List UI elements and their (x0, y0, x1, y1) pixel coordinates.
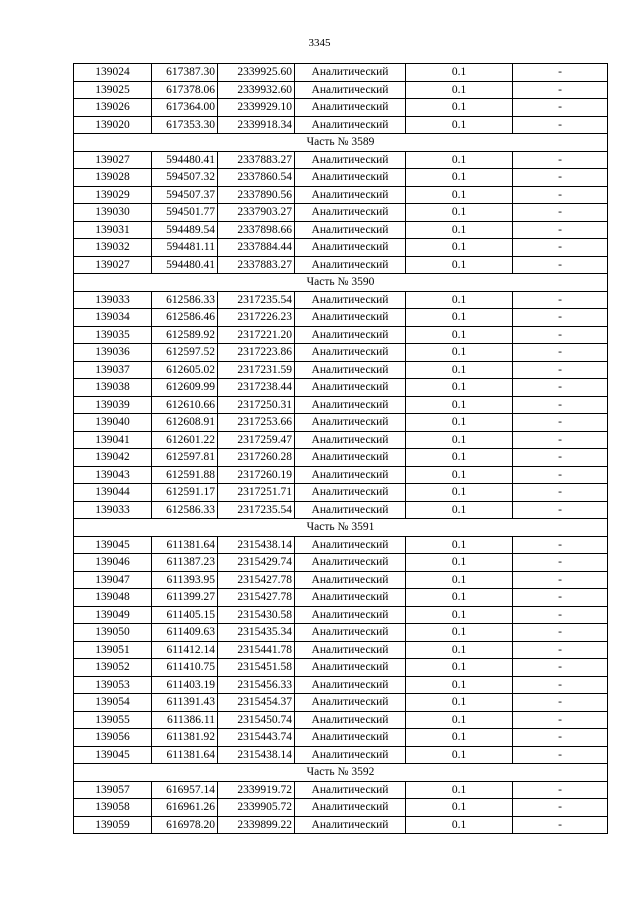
y-coordinate-cell: 2339899.22 (218, 816, 295, 834)
table-row (74, 431, 608, 449)
x-coordinate-cell: 611386.11 (152, 711, 218, 729)
table-row (74, 694, 608, 712)
point-id-cell: 139043 (74, 466, 152, 484)
method-cell: Аналитический (295, 151, 406, 169)
point-id-cell: 139049 (74, 606, 152, 624)
table-row (74, 676, 608, 694)
note-cell: - (513, 641, 608, 659)
method-cell: Аналитический (295, 361, 406, 379)
y-coordinate-cell: 2317260.19 (218, 466, 295, 484)
table-row (74, 291, 608, 309)
point-id-cell: 139033 (74, 291, 152, 309)
y-coordinate-cell: 2337890.56 (218, 186, 295, 204)
point-id-cell: 139046 (74, 554, 152, 572)
accuracy-cell: 0.1 (406, 414, 513, 432)
point-id-cell: 139038 (74, 379, 152, 397)
point-id-cell: 139051 (74, 641, 152, 659)
x-coordinate-cell: 612601.22 (152, 431, 218, 449)
note-cell: - (513, 606, 608, 624)
note-cell: - (513, 204, 608, 222)
accuracy-cell: 0.1 (406, 186, 513, 204)
x-coordinate-cell: 611393.95 (152, 571, 218, 589)
point-id-cell: 139059 (74, 816, 152, 834)
accuracy-cell: 0.1 (406, 81, 513, 99)
x-coordinate-cell: 612586.46 (152, 309, 218, 327)
x-coordinate-cell: 617353.30 (152, 116, 218, 134)
accuracy-cell: 0.1 (406, 204, 513, 222)
point-id-cell: 139056 (74, 729, 152, 747)
x-coordinate-cell: 594489.54 (152, 221, 218, 239)
x-coordinate-cell: 594507.37 (152, 186, 218, 204)
method-cell: Аналитический (295, 729, 406, 747)
point-id-cell: 139034 (74, 309, 152, 327)
x-coordinate-cell: 616978.20 (152, 816, 218, 834)
x-coordinate-cell: 611403.19 (152, 676, 218, 694)
section-header-row (74, 274, 608, 292)
accuracy-cell: 0.1 (406, 816, 513, 834)
point-id-cell: 139027 (74, 151, 152, 169)
point-id-cell: 139024 (74, 64, 152, 82)
method-cell: Аналитический (295, 466, 406, 484)
note-cell: - (513, 379, 608, 397)
point-id-cell: 139058 (74, 799, 152, 817)
x-coordinate-cell: 612591.88 (152, 466, 218, 484)
y-coordinate-cell: 2317221.20 (218, 326, 295, 344)
table-row (74, 99, 608, 117)
table-row (74, 729, 608, 747)
table-row (74, 396, 608, 414)
point-id-cell: 139050 (74, 624, 152, 642)
table-row (74, 186, 608, 204)
method-cell: Аналитический (295, 221, 406, 239)
table-row (74, 589, 608, 607)
method-cell: Аналитический (295, 484, 406, 502)
table-row (74, 256, 608, 274)
note-cell: - (513, 81, 608, 99)
table-row (74, 414, 608, 432)
y-coordinate-cell: 2315438.14 (218, 746, 295, 764)
method-cell: Аналитический (295, 64, 406, 82)
method-cell: Аналитический (295, 746, 406, 764)
method-cell: Аналитический (295, 641, 406, 659)
method-cell: Аналитический (295, 291, 406, 309)
note-cell: - (513, 816, 608, 834)
note-cell: - (513, 746, 608, 764)
y-coordinate-cell: 2315450.74 (218, 711, 295, 729)
method-cell: Аналитический (295, 81, 406, 99)
accuracy-cell: 0.1 (406, 466, 513, 484)
x-coordinate-cell: 594507.32 (152, 169, 218, 187)
note-cell: - (513, 484, 608, 502)
x-coordinate-cell: 611387.23 (152, 554, 218, 572)
y-coordinate-cell: 2315456.33 (218, 676, 295, 694)
note-cell: - (513, 624, 608, 642)
note-cell: - (513, 431, 608, 449)
x-coordinate-cell: 611412.14 (152, 641, 218, 659)
section-title: Часть № 3590 (74, 274, 608, 292)
x-coordinate-cell: 612597.52 (152, 344, 218, 362)
section-title: Часть № 3591 (74, 519, 608, 537)
accuracy-cell: 0.1 (406, 484, 513, 502)
y-coordinate-cell: 2317253.66 (218, 414, 295, 432)
note-cell: - (513, 729, 608, 747)
note-cell: - (513, 694, 608, 712)
page-number: 3345 (308, 37, 331, 49)
accuracy-cell: 0.1 (406, 799, 513, 817)
section-title: Часть № 3589 (74, 134, 608, 152)
accuracy-cell: 0.1 (406, 641, 513, 659)
method-cell: Аналитический (295, 799, 406, 817)
method-cell: Аналитический (295, 116, 406, 134)
y-coordinate-cell: 2317259.47 (218, 431, 295, 449)
method-cell: Аналитический (295, 169, 406, 187)
x-coordinate-cell: 611410.75 (152, 659, 218, 677)
note-cell: - (513, 501, 608, 519)
method-cell: Аналитический (295, 309, 406, 327)
y-coordinate-cell: 2337903.27 (218, 204, 295, 222)
table-row (74, 746, 608, 764)
method-cell: Аналитический (295, 204, 406, 222)
point-id-cell: 139045 (74, 746, 152, 764)
section-header-row (74, 519, 608, 537)
x-coordinate-cell: 611381.64 (152, 536, 218, 554)
method-cell: Аналитический (295, 711, 406, 729)
method-cell: Аналитический (295, 536, 406, 554)
note-cell: - (513, 449, 608, 467)
x-coordinate-cell: 616957.14 (152, 781, 218, 799)
x-coordinate-cell: 611405.15 (152, 606, 218, 624)
accuracy-cell: 0.1 (406, 99, 513, 117)
note-cell: - (513, 361, 608, 379)
accuracy-cell: 0.1 (406, 659, 513, 677)
accuracy-cell: 0.1 (406, 396, 513, 414)
accuracy-cell: 0.1 (406, 64, 513, 82)
accuracy-cell: 0.1 (406, 431, 513, 449)
note-cell: - (513, 554, 608, 572)
note-cell: - (513, 344, 608, 362)
y-coordinate-cell: 2337883.27 (218, 256, 295, 274)
table-row (74, 116, 608, 134)
accuracy-cell: 0.1 (406, 239, 513, 257)
note-cell: - (513, 309, 608, 327)
table-row (74, 169, 608, 187)
method-cell: Аналитический (295, 659, 406, 677)
table-row (74, 781, 608, 799)
table-row (74, 484, 608, 502)
y-coordinate-cell: 2317226.23 (218, 309, 295, 327)
y-coordinate-cell: 2337884.44 (218, 239, 295, 257)
note-cell: - (513, 64, 608, 82)
table-row (74, 799, 608, 817)
point-id-cell: 139020 (74, 116, 152, 134)
note-cell: - (513, 781, 608, 799)
point-id-cell: 139044 (74, 484, 152, 502)
note-cell: - (513, 676, 608, 694)
accuracy-cell: 0.1 (406, 256, 513, 274)
x-coordinate-cell: 612605.02 (152, 361, 218, 379)
method-cell: Аналитический (295, 326, 406, 344)
y-coordinate-cell: 2317223.86 (218, 344, 295, 362)
method-cell: Аналитический (295, 501, 406, 519)
accuracy-cell: 0.1 (406, 676, 513, 694)
table-row (74, 624, 608, 642)
x-coordinate-cell: 594481.11 (152, 239, 218, 257)
point-id-cell: 139032 (74, 239, 152, 257)
y-coordinate-cell: 2315441.78 (218, 641, 295, 659)
accuracy-cell: 0.1 (406, 554, 513, 572)
note-cell: - (513, 414, 608, 432)
accuracy-cell: 0.1 (406, 729, 513, 747)
note-cell: - (513, 711, 608, 729)
point-id-cell: 139047 (74, 571, 152, 589)
y-coordinate-cell: 2315454.37 (218, 694, 295, 712)
table-row (74, 641, 608, 659)
table-row (74, 204, 608, 222)
point-id-cell: 139045 (74, 536, 152, 554)
table-row (74, 344, 608, 362)
accuracy-cell: 0.1 (406, 624, 513, 642)
y-coordinate-cell: 2317238.44 (218, 379, 295, 397)
x-coordinate-cell: 594501.77 (152, 204, 218, 222)
point-id-cell: 139042 (74, 449, 152, 467)
accuracy-cell: 0.1 (406, 344, 513, 362)
accuracy-cell: 0.1 (406, 606, 513, 624)
method-cell: Аналитический (295, 186, 406, 204)
y-coordinate-cell: 2317260.28 (218, 449, 295, 467)
method-cell: Аналитический (295, 676, 406, 694)
y-coordinate-cell: 2339929.10 (218, 99, 295, 117)
note-cell: - (513, 536, 608, 554)
y-coordinate-cell: 2315429.74 (218, 554, 295, 572)
x-coordinate-cell: 611409.63 (152, 624, 218, 642)
x-coordinate-cell: 611381.64 (152, 746, 218, 764)
table-row (74, 571, 608, 589)
table-row (74, 501, 608, 519)
note-cell: - (513, 659, 608, 677)
point-id-cell: 139033 (74, 501, 152, 519)
point-id-cell: 139036 (74, 344, 152, 362)
table-row (74, 309, 608, 327)
x-coordinate-cell: 611381.92 (152, 729, 218, 747)
accuracy-cell: 0.1 (406, 781, 513, 799)
y-coordinate-cell: 2317250.31 (218, 396, 295, 414)
table-row (74, 379, 608, 397)
accuracy-cell: 0.1 (406, 536, 513, 554)
x-coordinate-cell: 612609.99 (152, 379, 218, 397)
accuracy-cell: 0.1 (406, 291, 513, 309)
note-cell: - (513, 256, 608, 274)
x-coordinate-cell: 617364.00 (152, 99, 218, 117)
table-row (74, 64, 608, 82)
accuracy-cell: 0.1 (406, 501, 513, 519)
y-coordinate-cell: 2317231.59 (218, 361, 295, 379)
note-cell: - (513, 326, 608, 344)
y-coordinate-cell: 2315435.34 (218, 624, 295, 642)
table-row (74, 536, 608, 554)
method-cell: Аналитический (295, 379, 406, 397)
accuracy-cell: 0.1 (406, 571, 513, 589)
section-title: Часть № 3592 (74, 764, 608, 782)
table-row (74, 466, 608, 484)
x-coordinate-cell: 612589.92 (152, 326, 218, 344)
point-id-cell: 139035 (74, 326, 152, 344)
method-cell: Аналитический (295, 554, 406, 572)
note-cell: - (513, 169, 608, 187)
accuracy-cell: 0.1 (406, 221, 513, 239)
table-row (74, 659, 608, 677)
point-id-cell: 139052 (74, 659, 152, 677)
point-id-cell: 139048 (74, 589, 152, 607)
y-coordinate-cell: 2315427.78 (218, 571, 295, 589)
y-coordinate-cell: 2339919.72 (218, 781, 295, 799)
note-cell: - (513, 221, 608, 239)
note-cell: - (513, 99, 608, 117)
section-header-row (74, 134, 608, 152)
y-coordinate-cell: 2337860.54 (218, 169, 295, 187)
accuracy-cell: 0.1 (406, 169, 513, 187)
x-coordinate-cell: 594480.41 (152, 151, 218, 169)
point-id-cell: 139027 (74, 256, 152, 274)
y-coordinate-cell: 2337883.27 (218, 151, 295, 169)
x-coordinate-cell: 611391.43 (152, 694, 218, 712)
table-row (74, 81, 608, 99)
accuracy-cell: 0.1 (406, 694, 513, 712)
table-row (74, 361, 608, 379)
accuracy-cell: 0.1 (406, 151, 513, 169)
y-coordinate-cell: 2339905.72 (218, 799, 295, 817)
point-id-cell: 139029 (74, 186, 152, 204)
x-coordinate-cell: 616961.26 (152, 799, 218, 817)
y-coordinate-cell: 2339918.34 (218, 116, 295, 134)
note-cell: - (513, 151, 608, 169)
note-cell: - (513, 291, 608, 309)
method-cell: Аналитический (295, 816, 406, 834)
method-cell: Аналитический (295, 781, 406, 799)
y-coordinate-cell: 2317251.71 (218, 484, 295, 502)
coordinates-table (73, 63, 608, 834)
y-coordinate-cell: 2315451.58 (218, 659, 295, 677)
method-cell: Аналитический (295, 431, 406, 449)
method-cell: Аналитический (295, 606, 406, 624)
accuracy-cell: 0.1 (406, 589, 513, 607)
y-coordinate-cell: 2315430.58 (218, 606, 295, 624)
x-coordinate-cell: 612608.91 (152, 414, 218, 432)
table-row (74, 326, 608, 344)
x-coordinate-cell: 611399.27 (152, 589, 218, 607)
note-cell: - (513, 571, 608, 589)
note-cell: - (513, 589, 608, 607)
accuracy-cell: 0.1 (406, 116, 513, 134)
section-header-row (74, 764, 608, 782)
table-row (74, 711, 608, 729)
y-coordinate-cell: 2315443.74 (218, 729, 295, 747)
point-id-cell: 139055 (74, 711, 152, 729)
method-cell: Аналитический (295, 624, 406, 642)
table-row (74, 816, 608, 834)
accuracy-cell: 0.1 (406, 361, 513, 379)
x-coordinate-cell: 594480.41 (152, 256, 218, 274)
method-cell: Аналитический (295, 99, 406, 117)
method-cell: Аналитический (295, 694, 406, 712)
method-cell: Аналитический (295, 414, 406, 432)
y-coordinate-cell: 2317235.54 (218, 291, 295, 309)
x-coordinate-cell: 612591.17 (152, 484, 218, 502)
accuracy-cell: 0.1 (406, 326, 513, 344)
note-cell: - (513, 466, 608, 484)
table-row (74, 239, 608, 257)
point-id-cell: 139053 (74, 676, 152, 694)
x-coordinate-cell: 612597.81 (152, 449, 218, 467)
point-id-cell: 139026 (74, 99, 152, 117)
point-id-cell: 139037 (74, 361, 152, 379)
note-cell: - (513, 116, 608, 134)
x-coordinate-cell: 612610.66 (152, 396, 218, 414)
point-id-cell: 139025 (74, 81, 152, 99)
point-id-cell: 139028 (74, 169, 152, 187)
x-coordinate-cell: 612586.33 (152, 291, 218, 309)
y-coordinate-cell: 2315438.14 (218, 536, 295, 554)
table-row (74, 449, 608, 467)
accuracy-cell: 0.1 (406, 449, 513, 467)
table-row (74, 221, 608, 239)
method-cell: Аналитический (295, 589, 406, 607)
table-row (74, 151, 608, 169)
accuracy-cell: 0.1 (406, 379, 513, 397)
y-coordinate-cell: 2337898.66 (218, 221, 295, 239)
point-id-cell: 139039 (74, 396, 152, 414)
y-coordinate-cell: 2317235.54 (218, 501, 295, 519)
table-row (74, 554, 608, 572)
point-id-cell: 139041 (74, 431, 152, 449)
method-cell: Аналитический (295, 396, 406, 414)
accuracy-cell: 0.1 (406, 711, 513, 729)
point-id-cell: 139057 (74, 781, 152, 799)
note-cell: - (513, 239, 608, 257)
y-coordinate-cell: 2315427.78 (218, 589, 295, 607)
method-cell: Аналитический (295, 239, 406, 257)
method-cell: Аналитический (295, 449, 406, 467)
method-cell: Аналитический (295, 344, 406, 362)
note-cell: - (513, 396, 608, 414)
accuracy-cell: 0.1 (406, 746, 513, 764)
point-id-cell: 139054 (74, 694, 152, 712)
point-id-cell: 139030 (74, 204, 152, 222)
note-cell: - (513, 186, 608, 204)
x-coordinate-cell: 617387.30 (152, 64, 218, 82)
method-cell: Аналитический (295, 256, 406, 274)
note-cell: - (513, 799, 608, 817)
y-coordinate-cell: 2339932.60 (218, 81, 295, 99)
point-id-cell: 139031 (74, 221, 152, 239)
x-coordinate-cell: 617378.06 (152, 81, 218, 99)
accuracy-cell: 0.1 (406, 309, 513, 327)
x-coordinate-cell: 612586.33 (152, 501, 218, 519)
table-row (74, 606, 608, 624)
y-coordinate-cell: 2339925.60 (218, 64, 295, 82)
coordinates-table-body (74, 64, 608, 834)
method-cell: Аналитический (295, 571, 406, 589)
point-id-cell: 139040 (74, 414, 152, 432)
